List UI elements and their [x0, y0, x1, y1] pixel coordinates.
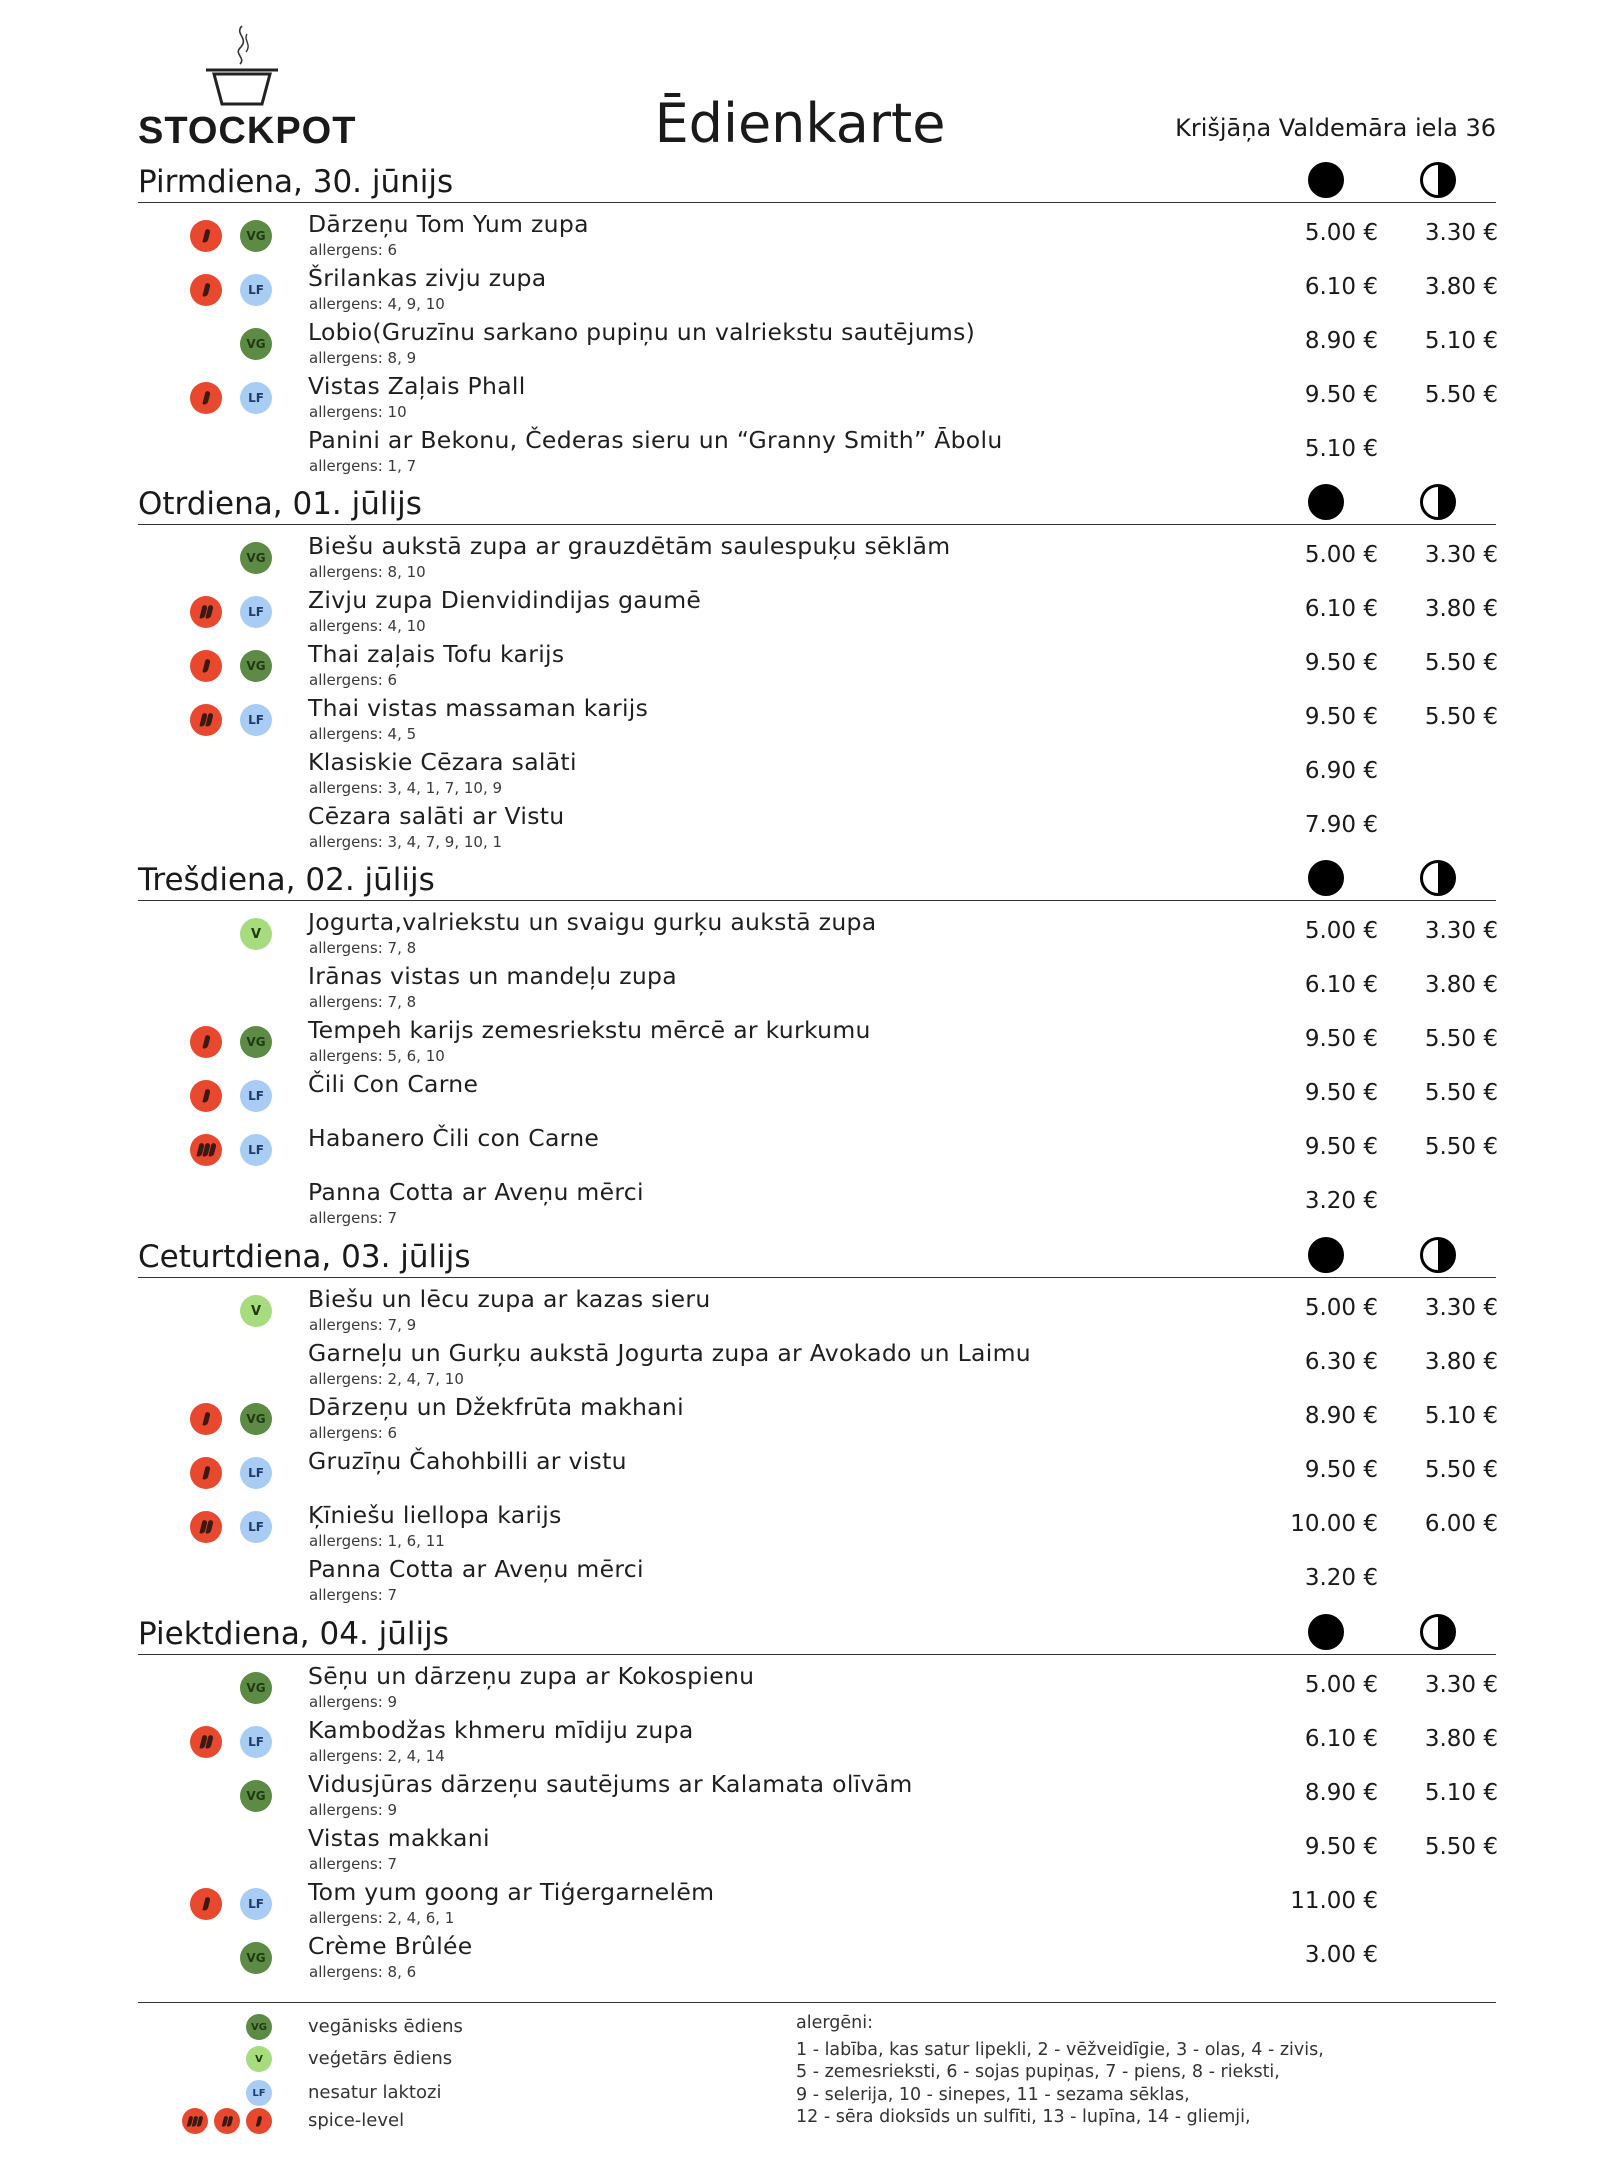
- dish-allergens: allergens: 9: [309, 1693, 398, 1711]
- half-portion-icon: [1420, 162, 1456, 198]
- dish-item: [138, 1285, 1496, 1339]
- dish-name: Dārzeņu un Džekfrūta makhani: [308, 1393, 684, 1421]
- vegan-badge-icon: VG: [240, 650, 272, 682]
- dish-name: Biešu aukstā zupa ar grauzdētām saulespuķu sēklām: [308, 532, 951, 560]
- price-half-portion: 3.80 €: [1424, 596, 1498, 622]
- dish-name: Tempeh karijs zemesriekstu mērcē ar kurkumu: [308, 1016, 871, 1044]
- vegetarian-badge-icon: V: [246, 2046, 272, 2072]
- allergen-key: [796, 2012, 1516, 2129]
- price-full-portion: 6.30 €: [1304, 1349, 1378, 1375]
- dish-item: [138, 1770, 1496, 1824]
- half-portion-icon: [1420, 1237, 1456, 1273]
- price-half-portion: 5.50 €: [1424, 1134, 1498, 1160]
- spice-level-3-icon: [190, 1134, 222, 1166]
- full-portion-icon: [1308, 860, 1344, 896]
- day-title: Ceturtdiena, 03. jūlijs: [138, 1239, 471, 1275]
- dish-name: Vidusjūras dārzeņu sautējums ar Kalamata olīvām: [308, 1770, 913, 1798]
- dish-allergens: allergens: 2, 4, 6, 1: [309, 1909, 455, 1927]
- lactose-free-badge-icon: LF: [240, 1134, 272, 1166]
- vegan-badge-icon: VG: [240, 1026, 272, 1058]
- dish-name: Zivju zupa Dienvidindijas gaumē: [308, 586, 702, 614]
- spice-level-1-icon: [190, 274, 222, 306]
- dish-name: Panna Cotta ar Aveņu mērci: [308, 1555, 644, 1583]
- price-half-portion: 3.80 €: [1424, 1349, 1498, 1375]
- dish-item: [138, 372, 1496, 426]
- spice-level-2-icon: [190, 704, 222, 736]
- dish-allergens: allergens: 7, 8: [309, 939, 417, 957]
- lactose-free-badge-icon: LF: [240, 596, 272, 628]
- dish-name: Lobio(Gruzīnu sarkano pupiņu un valriekstu sautējums): [308, 318, 976, 346]
- price-half-portion: 5.50 €: [1424, 1080, 1498, 1106]
- dish-name: Ķīniešu liellopa karijs: [308, 1501, 562, 1529]
- full-portion-icon: [1308, 484, 1344, 520]
- dish-name: Gruzīņu Čahohbilli ar vistu: [308, 1447, 627, 1475]
- legend-lactose-free-label: nesatur laktozi: [308, 2082, 442, 2103]
- price-full-portion: 6.10 €: [1304, 274, 1378, 300]
- lactose-free-badge-icon: LF: [240, 1511, 272, 1543]
- dish-item: [138, 318, 1496, 372]
- dish-allergens: allergens: 6: [309, 671, 398, 689]
- spice-level-1-icon: [190, 1457, 222, 1489]
- dish-allergens: allergens: 9: [309, 1801, 398, 1819]
- legend-vegetarian-label: veģetārs ēdiens: [308, 2048, 453, 2069]
- price-full-portion: 9.50 €: [1304, 1080, 1378, 1106]
- price-full-portion: 8.90 €: [1304, 1403, 1378, 1429]
- dish-allergens: allergens: 1, 7: [309, 457, 417, 475]
- spice-level-1-icon: [190, 1080, 222, 1112]
- price-half-portion: 5.50 €: [1424, 1457, 1498, 1483]
- dish-name: Thai zaļais Tofu karijs: [308, 640, 565, 668]
- dish-item: [138, 1716, 1496, 1770]
- dish-name: Habanero Čili con Carne: [308, 1124, 600, 1152]
- half-portion-icon: [1420, 860, 1456, 896]
- dish-item: [138, 426, 1496, 480]
- dish-name: Biešu un lēcu zupa ar kazas sieru: [308, 1285, 711, 1313]
- lactose-free-badge-icon: LF: [240, 1080, 272, 1112]
- price-half-portion: 3.80 €: [1424, 972, 1498, 998]
- price-half-portion: 3.80 €: [1424, 1726, 1498, 1752]
- day-title: Trešdiena, 02. jūlijs: [138, 862, 435, 898]
- price-half-portion: 3.80 €: [1424, 274, 1498, 300]
- dish-name: Panna Cotta ar Aveņu mērci: [308, 1178, 644, 1206]
- vegan-badge-icon: VG: [240, 1942, 272, 1974]
- spice-level-1-icon: [190, 1888, 222, 1920]
- dish-allergens: allergens: 2, 4, 14: [309, 1747, 445, 1765]
- dish-item: [138, 532, 1496, 586]
- lactose-free-badge-icon: LF: [240, 704, 272, 736]
- day-title: Piektdiena, 04. jūlijs: [138, 1616, 449, 1652]
- dish-item: [138, 802, 1496, 856]
- price-full-portion: 3.20 €: [1304, 1565, 1378, 1591]
- price-full-portion: 5.00 €: [1304, 918, 1378, 944]
- price-full-portion: 9.50 €: [1304, 382, 1378, 408]
- price-half-portion: 6.00 €: [1424, 1511, 1498, 1537]
- footer-divider: [138, 2002, 1496, 2003]
- lactose-free-badge-icon: LF: [240, 274, 272, 306]
- vegan-badge-icon: VG: [240, 1780, 272, 1812]
- dish-item: [138, 962, 1496, 1016]
- day-title: Otrdiena, 01. jūlijs: [138, 486, 422, 522]
- steaming-pot-icon: [200, 24, 284, 108]
- dish-allergens: allergens: 8, 10: [309, 563, 426, 581]
- dish-allergens: allergens: 4, 5: [309, 725, 417, 743]
- allergen-key-line: 1 - labība, kas satur lipekli, 2 - vēžveidīgie, 3 - olas, 4 - zivis,: [796, 2039, 1324, 2060]
- price-full-portion: 6.10 €: [1304, 1726, 1378, 1752]
- price-half-portion: 3.30 €: [1424, 542, 1498, 568]
- dish-name: Garneļu un Gurķu aukstā Jogurta zupa ar Avokado un Laimu: [308, 1339, 1031, 1367]
- price-full-portion: 6.90 €: [1304, 758, 1378, 784]
- price-half-portion: 5.50 €: [1424, 650, 1498, 676]
- full-portion-icon: [1308, 1614, 1344, 1650]
- dish-item: [138, 1824, 1496, 1878]
- spice-level-1-icon: [190, 382, 222, 414]
- page-title: Ēdienkarte: [654, 92, 946, 155]
- dish-allergens: allergens: 6: [309, 1424, 398, 1442]
- dish-name: Jogurta,valriekstu un svaigu gurķu aukstā zupa: [308, 908, 877, 936]
- dish-name: Tom yum goong ar Tiģergarnelēm: [308, 1878, 715, 1906]
- dish-name: Dārzeņu Tom Yum zupa: [308, 210, 589, 238]
- price-full-portion: 11.00 €: [1290, 1888, 1378, 1914]
- vegan-badge-icon: VG: [240, 542, 272, 574]
- dish-name: Panini ar Bekonu, Čederas sieru un “Granny Smith” Ābolu: [308, 426, 1003, 454]
- dish-item: [138, 640, 1496, 694]
- price-full-portion: 9.50 €: [1304, 1834, 1378, 1860]
- dish-allergens: allergens: 6: [309, 241, 398, 259]
- dish-item: [138, 1932, 1496, 1986]
- price-half-portion: 5.10 €: [1424, 1780, 1498, 1806]
- price-full-portion: 5.00 €: [1304, 1295, 1378, 1321]
- price-half-portion: 3.30 €: [1424, 220, 1498, 246]
- dish-name: Vistas makkani: [308, 1824, 490, 1852]
- vegan-badge-icon: VG: [240, 1672, 272, 1704]
- dish-name: Čili Con Carne: [308, 1070, 479, 1098]
- dish-item: [138, 210, 1496, 264]
- price-full-portion: 8.90 €: [1304, 1780, 1378, 1806]
- dish-allergens: allergens: 7: [309, 1209, 398, 1227]
- spice-level-2-icon: [190, 596, 222, 628]
- lactose-free-badge-icon: LF: [240, 1726, 272, 1758]
- dish-name: Cēzara salāti ar Vistu: [308, 802, 565, 830]
- price-half-portion: 5.50 €: [1424, 1026, 1498, 1052]
- price-full-portion: 7.90 €: [1304, 812, 1378, 838]
- dish-item: [138, 1016, 1496, 1070]
- dish-item: [138, 1124, 1496, 1178]
- dish-item: [138, 586, 1496, 640]
- dish-item: [138, 1178, 1496, 1232]
- dish-allergens: allergens: 3, 4, 1, 7, 10, 9: [309, 779, 503, 797]
- price-half-portion: 3.30 €: [1424, 918, 1498, 944]
- price-full-portion: 10.00 €: [1290, 1511, 1378, 1537]
- dish-allergens: allergens: 8, 9: [309, 349, 417, 367]
- price-full-portion: 6.10 €: [1304, 596, 1378, 622]
- dish-allergens: allergens: 7, 8: [309, 993, 417, 1011]
- stockpot-logo: [138, 24, 357, 152]
- price-full-portion: 9.50 €: [1304, 704, 1378, 730]
- day-title: Pirmdiena, 30. jūnijs: [138, 164, 454, 200]
- spice-level-1-icon: [246, 2108, 272, 2134]
- full-portion-icon: [1308, 1237, 1344, 1273]
- lactose-free-badge-icon: LF: [240, 382, 272, 414]
- dish-name: Crème Brûlée: [308, 1932, 473, 1960]
- dish-item: [138, 908, 1496, 962]
- dish-item: [138, 1070, 1496, 1124]
- dish-name: Vistas Zaļais Phall: [308, 372, 526, 400]
- dish-name: Kambodžas khmeru mīdiju zupa: [308, 1716, 694, 1744]
- legend-vegan: [138, 2012, 578, 2042]
- dish-allergens: allergens: 10: [309, 403, 407, 421]
- lactose-free-badge-icon: LF: [240, 1888, 272, 1920]
- price-full-portion: 3.00 €: [1304, 1942, 1378, 1968]
- dish-allergens: allergens: 4, 10: [309, 617, 426, 635]
- legend-spice: [138, 2106, 578, 2136]
- price-half-portion: 5.50 €: [1424, 1834, 1498, 1860]
- dish-allergens: allergens: 4, 9, 10: [309, 295, 445, 313]
- allergen-key-title: alergēni:: [796, 2013, 873, 2033]
- allergen-key-line: 12 - sēra dioksīds un sulfīti, 13 - lupīna, 14 - gliemji,: [796, 2107, 1251, 2127]
- allergen-key-line: 5 - zemesrieksti, 6 - sojas pupiņas, 7 - piens, 8 - rieksti,: [796, 2062, 1280, 2082]
- dish-item: [138, 1878, 1496, 1932]
- spice-level-2-icon: [190, 1511, 222, 1543]
- legend-vegan-label: vegānisks ēdiens: [308, 2016, 463, 2037]
- vegan-badge-icon: VG: [240, 328, 272, 360]
- price-full-portion: 5.00 €: [1304, 1672, 1378, 1698]
- lactose-free-badge-icon: LF: [240, 1457, 272, 1489]
- vegan-badge-icon: VG: [246, 2014, 272, 2040]
- dish-name: Klasiskie Cēzara salāti: [308, 748, 577, 776]
- dish-item: [138, 1393, 1496, 1447]
- dish-item: [138, 1447, 1496, 1501]
- spice-level-2-icon: [190, 1726, 222, 1758]
- restaurant-address: Krišjāņa Valdemāra iela 36: [1175, 114, 1496, 142]
- spice-level-3-icon: [182, 2108, 208, 2134]
- price-half-portion: 5.50 €: [1424, 704, 1498, 730]
- price-full-portion: 9.50 €: [1304, 650, 1378, 676]
- vegetarian-badge-icon: V: [240, 1295, 272, 1327]
- price-full-portion: 3.20 €: [1304, 1188, 1378, 1214]
- price-full-portion: 5.00 €: [1304, 542, 1378, 568]
- dish-allergens: allergens: 2, 4, 7, 10: [309, 1370, 464, 1388]
- dish-allergens: allergens: 3, 4, 7, 9, 10, 1: [309, 833, 503, 851]
- spice-level-1-icon: [190, 220, 222, 252]
- dish-name: Thai vistas massaman karijs: [308, 694, 649, 722]
- dish-item: [138, 694, 1496, 748]
- spice-level-1-icon: [190, 1026, 222, 1058]
- dish-item: [138, 1555, 1496, 1609]
- dish-item: [138, 1501, 1496, 1555]
- price-full-portion: 5.00 €: [1304, 220, 1378, 246]
- dish-allergens: allergens: 5, 6, 10: [309, 1047, 445, 1065]
- price-half-portion: 5.50 €: [1424, 382, 1498, 408]
- price-full-portion: 5.10 €: [1304, 436, 1378, 462]
- dish-item: [138, 1339, 1496, 1393]
- dish-item: [138, 264, 1496, 318]
- price-full-portion: 9.50 €: [1304, 1026, 1378, 1052]
- dish-item: [138, 748, 1496, 802]
- vegan-badge-icon: VG: [240, 1403, 272, 1435]
- price-full-portion: 9.50 €: [1304, 1457, 1378, 1483]
- spice-level-1-icon: [190, 1403, 222, 1435]
- lactose-free-badge-icon: LF: [246, 2080, 272, 2106]
- day-header: [138, 474, 1496, 525]
- full-portion-icon: [1308, 162, 1344, 198]
- dish-name: Irānas vistas un mandeļu zupa: [308, 962, 677, 990]
- half-portion-icon: [1420, 484, 1456, 520]
- half-portion-icon: [1420, 1614, 1456, 1650]
- day-header: [138, 850, 1496, 901]
- legend-lactose-free: [138, 2078, 578, 2108]
- spice-level-2-icon: [214, 2108, 240, 2134]
- brand-name: STOCKPOT: [138, 110, 357, 152]
- day-header: [138, 1604, 1496, 1655]
- day-header: [138, 152, 1496, 203]
- vegetarian-badge-icon: V: [240, 918, 272, 950]
- dish-name: Šrilankas zivju zupa: [308, 264, 547, 292]
- price-full-portion: 8.90 €: [1304, 328, 1378, 354]
- price-half-portion: 3.30 €: [1424, 1295, 1498, 1321]
- price-full-portion: 6.10 €: [1304, 972, 1378, 998]
- dish-allergens: allergens: 1, 6, 11: [309, 1532, 445, 1550]
- legend-vegetarian: [138, 2044, 578, 2074]
- dish-allergens: allergens: 7, 9: [309, 1316, 417, 1334]
- price-half-portion: 5.10 €: [1424, 328, 1498, 354]
- price-half-portion: 5.10 €: [1424, 1403, 1498, 1429]
- day-header: [138, 1227, 1496, 1278]
- dish-name: Sēņu un dārzeņu zupa ar Kokospienu: [308, 1662, 755, 1690]
- vegan-badge-icon: VG: [240, 220, 272, 252]
- dish-allergens: allergens: 7: [309, 1855, 398, 1873]
- dish-item: [138, 1662, 1496, 1716]
- price-half-portion: 3.30 €: [1424, 1672, 1498, 1698]
- spice-level-1-icon: [190, 650, 222, 682]
- dish-allergens: allergens: 7: [309, 1586, 398, 1604]
- legend-spice-label: spice-level: [308, 2110, 405, 2131]
- allergen-key-line: 9 - selerija, 10 - sinepes, 11 - sezama sēklas,: [796, 2084, 1190, 2105]
- price-full-portion: 9.50 €: [1304, 1134, 1378, 1160]
- dish-allergens: allergens: 8, 6: [309, 1963, 417, 1981]
